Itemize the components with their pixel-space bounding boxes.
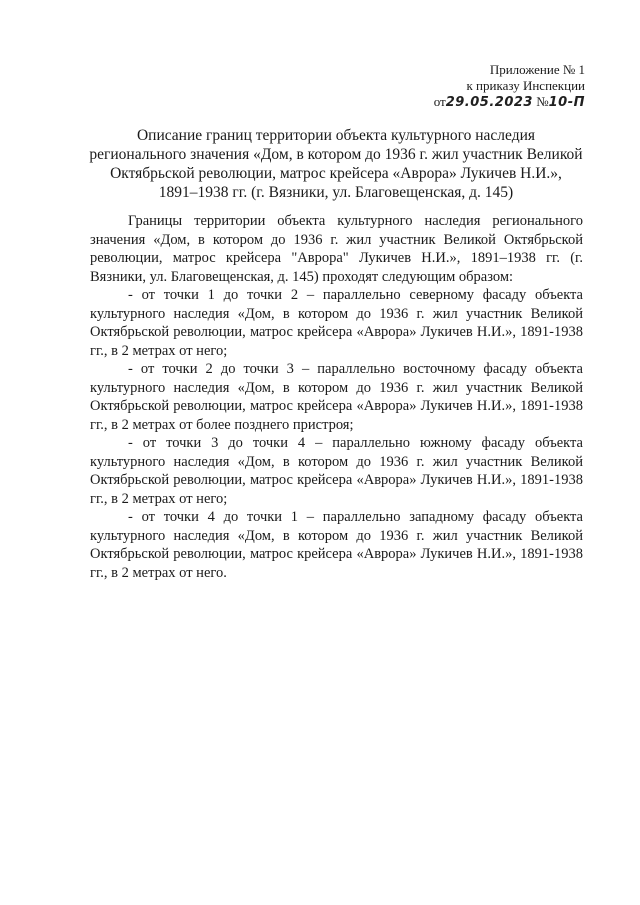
boundary-point-4-1: - от точки 4 до точки 1 – параллельно западному фасаду объекта культурного наследия «Дом, в котором до 1936 г. жил участник Великой Октябрьской революции, матрос крейсера «Аврора» Лукичев Н.И.», 1891-1938 гг., в 2 метрах от него. [90, 509, 583, 581]
number-prefix: № [536, 94, 549, 109]
appendix-label: Приложение № 1 [489, 62, 585, 77]
document-body [90, 212, 583, 582]
handwritten-number: 10-П [548, 95, 585, 110]
appendix-header [385, 62, 585, 111]
appendix-date-line [385, 94, 585, 111]
handwritten-date: 29.05.2023 [445, 95, 533, 110]
title-line-3: Октябрьской революции, матрос крейсера «Аврора» Лукичев Н.И.», [110, 165, 562, 182]
boundary-point-1-2: - от точки 1 до точки 2 – параллельно северному фасаду объекта культурного наследия «Дом, в котором до 1936 г. жил участник Великой Октябрьской революции, матрос крейсера «Аврора» Лукичев Н.И.», 1891-1938 гг., в 2 метрах от него; [90, 287, 583, 359]
title-line-4: 1891–1938 гг. (г. Вязники, ул. Благовещенская, д. 145) [158, 184, 514, 201]
document-title [88, 126, 584, 202]
date-prefix: от [433, 94, 446, 109]
intro-paragraph: Границы территории объекта культурного наследия регионального значения «Дом, в котором до 1936 г. жил участник Великой Октябрьской революции, матрос крейсера "Аврора" Лукичев Н.И.», 1891–1938 гг. (г. Вязники, ул. Благовещенская, д. 145) проходят следующим образом: [90, 213, 583, 285]
boundary-point-2-3: - от точки 2 до точки 3 – параллельно восточному фасаду объекта культурного наследия «Дом, в котором до 1936 г. жил участник Великой Октябрьской революции, матрос крейсера «Аврора» Лукичев Н.И.», 1891-1938 гг., в 2 метрах от более позднего пристроя; [90, 361, 583, 433]
appendix-order-reference: к приказу Инспекции [466, 78, 585, 93]
title-line-1: Описание границ территории объекта культурного наследия [136, 127, 536, 144]
title-line-2: регионального значения «Дом, в котором до 1936 г. жил участник Великой [89, 146, 583, 163]
boundary-point-3-4: - от точки 3 до точки 4 – параллельно южному фасаду объекта культурного наследия «Дом, в котором до 1936 г. жил участник Великой Октябрьской революции, матрос крейсера «Аврора» Лукичев Н.И.», 1891-1938 гг., в 2 метрах от него; [90, 435, 583, 507]
